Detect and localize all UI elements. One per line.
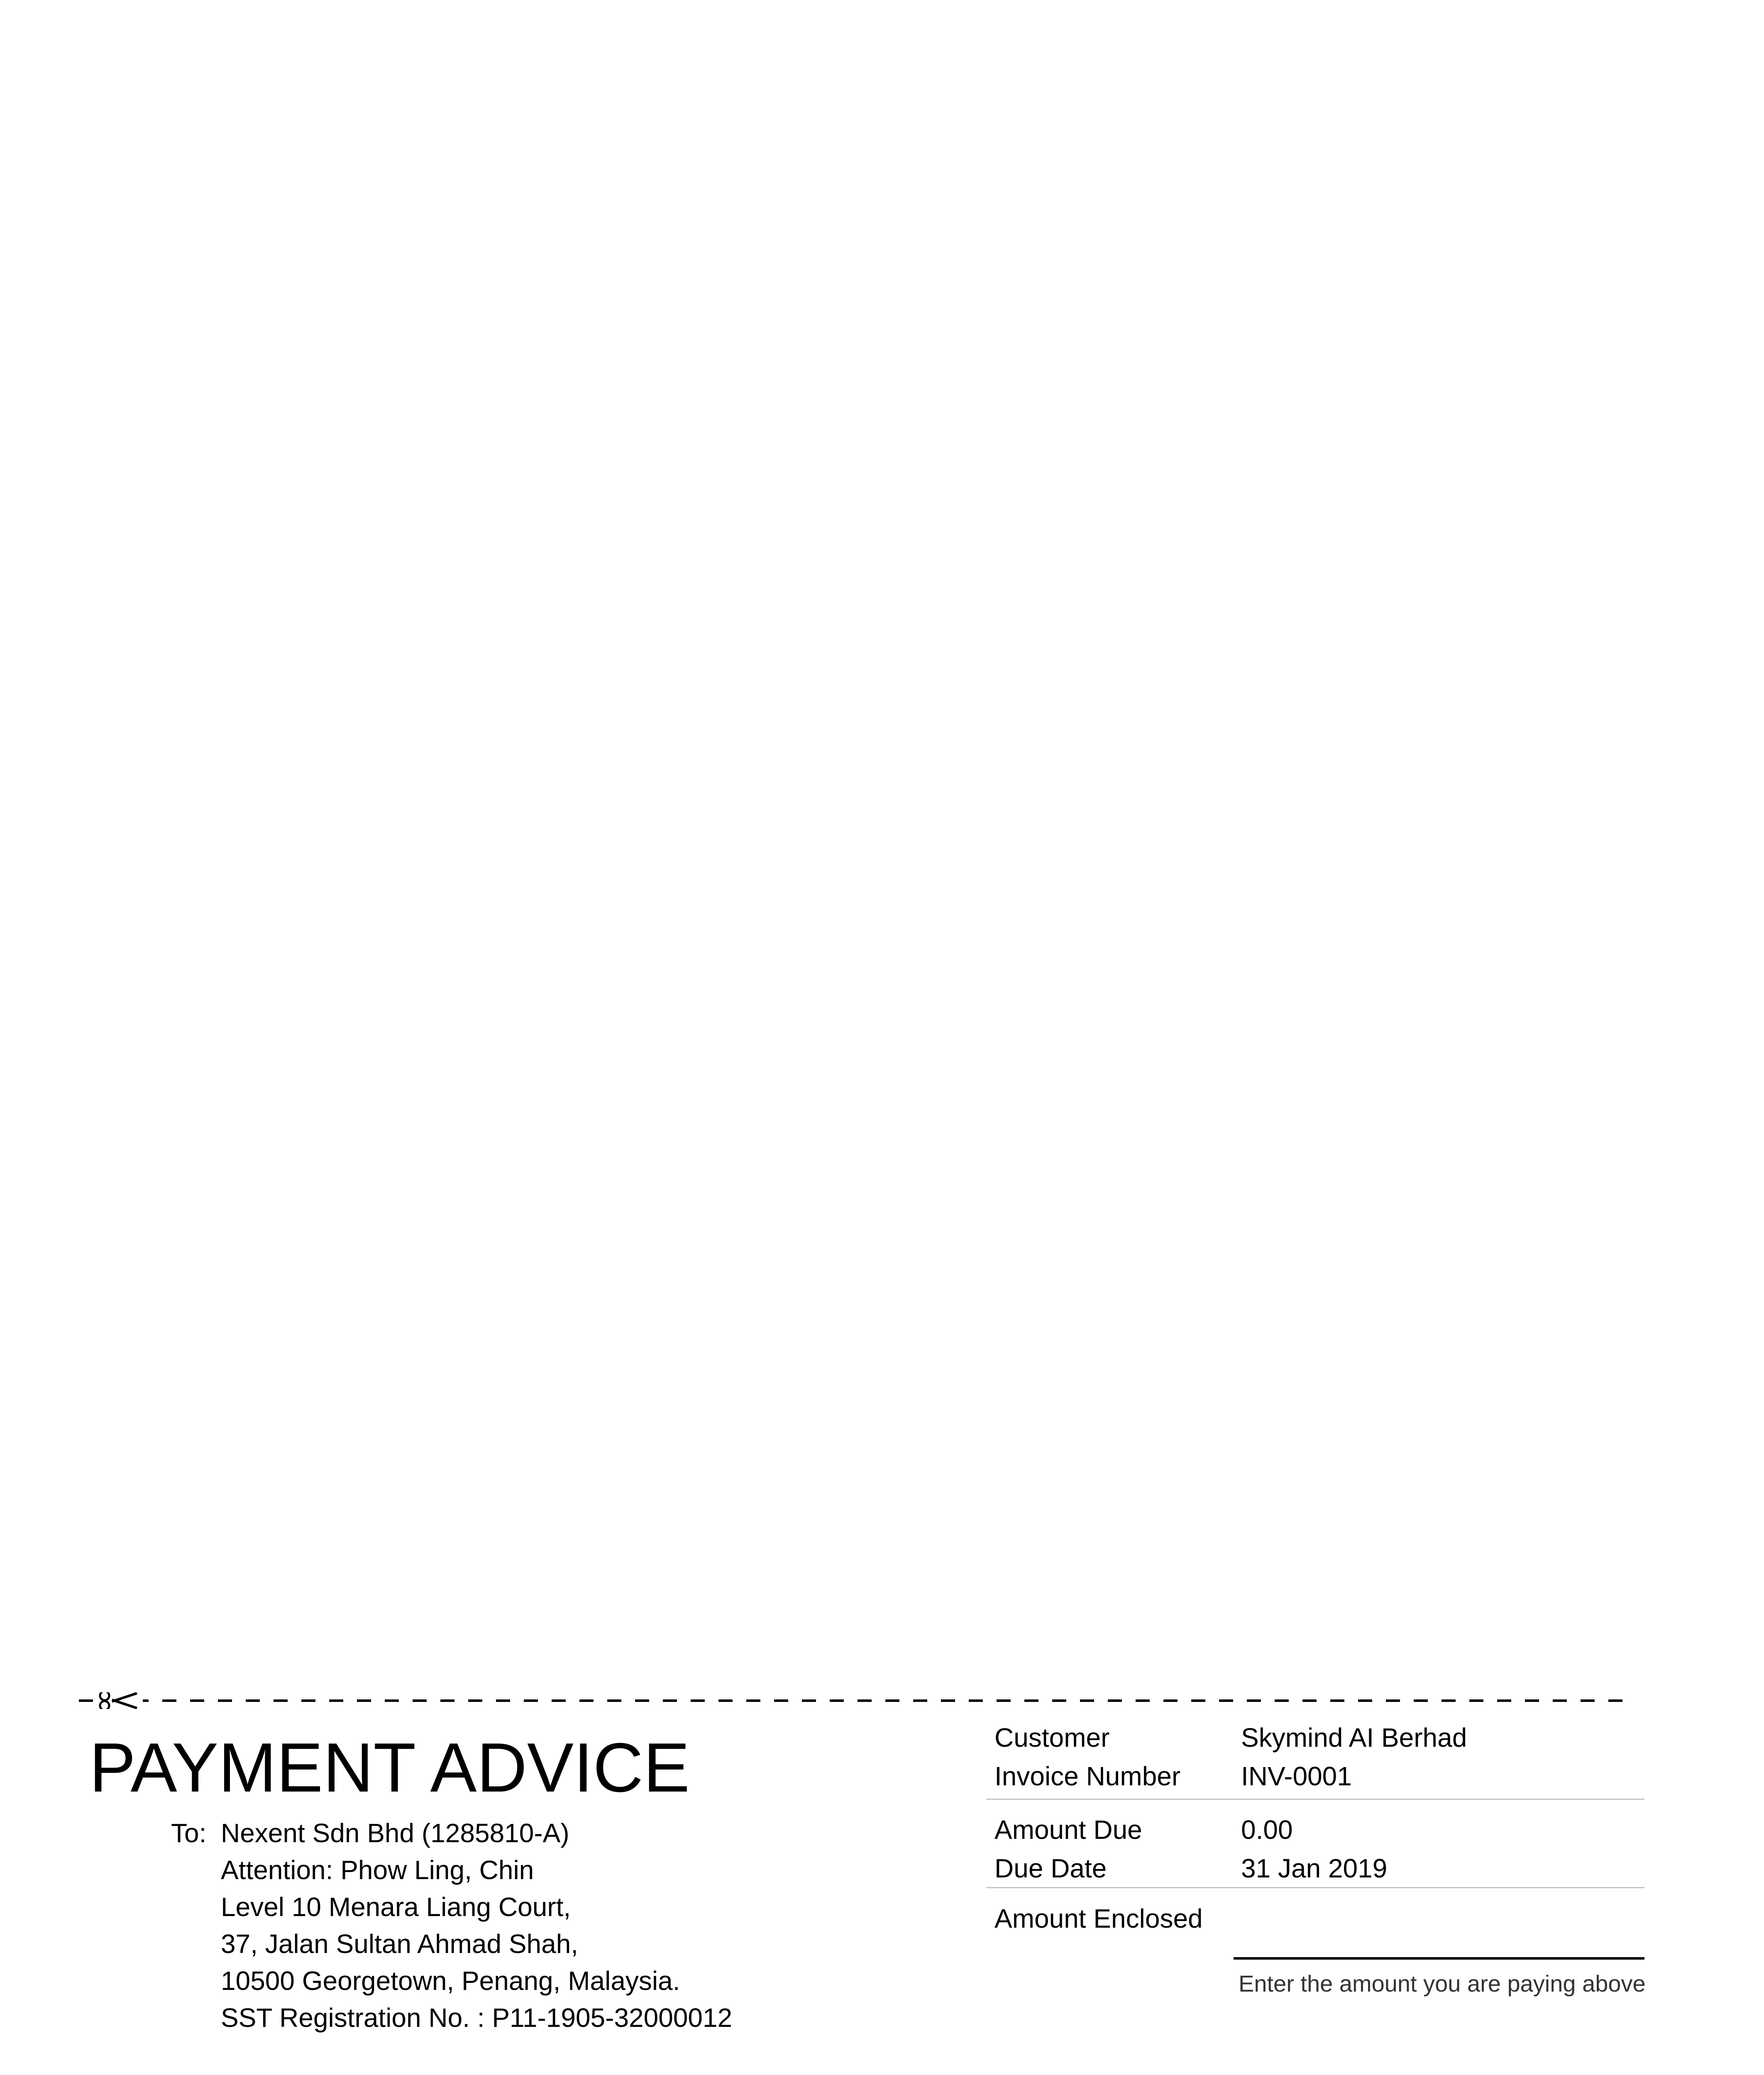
customer-label: Customer — [994, 1723, 1110, 1753]
address-line-1: Level 10 Menara Liang Court, — [221, 1892, 571, 1922]
amount-due-value: 0.00 — [1241, 1815, 1293, 1845]
cut-line — [79, 1692, 1631, 1709]
amount-due-label: Amount Due — [994, 1815, 1142, 1845]
invoice-number-value: INV-0001 — [1241, 1761, 1352, 1791]
address-line-2: 37, Jalan Sultan Ahmad Shah, — [221, 1929, 579, 1959]
to-label: To: — [171, 1818, 207, 1848]
amount-enclosed-hint: Enter the amount you are paying above — [1239, 1970, 1646, 1997]
divider — [986, 1799, 1644, 1800]
scissors-icon — [97, 1692, 143, 1709]
address-company: Nexent Sdn Bhd (1285810-A) — [221, 1818, 569, 1848]
due-date-value: 31 Jan 2019 — [1241, 1853, 1388, 1883]
page-title: PAYMENT ADVICE — [89, 1728, 690, 1806]
customer-value: Skymind AI Berhad — [1241, 1723, 1467, 1753]
divider — [986, 1887, 1644, 1888]
invoice-number-label: Invoice Number — [994, 1761, 1181, 1791]
amount-enclosed-field[interactable] — [1234, 1957, 1644, 1960]
due-date-label: Due Date — [994, 1853, 1107, 1883]
address-attention: Attention: Phow Ling, Chin — [221, 1855, 534, 1885]
address-line-3: 10500 Georgetown, Penang, Malaysia. — [221, 1966, 680, 1996]
sst-registration: SST Registration No. : P11-1905-32000012 — [221, 2003, 733, 2033]
amount-enclosed-label: Amount Enclosed — [994, 1904, 1203, 1933]
